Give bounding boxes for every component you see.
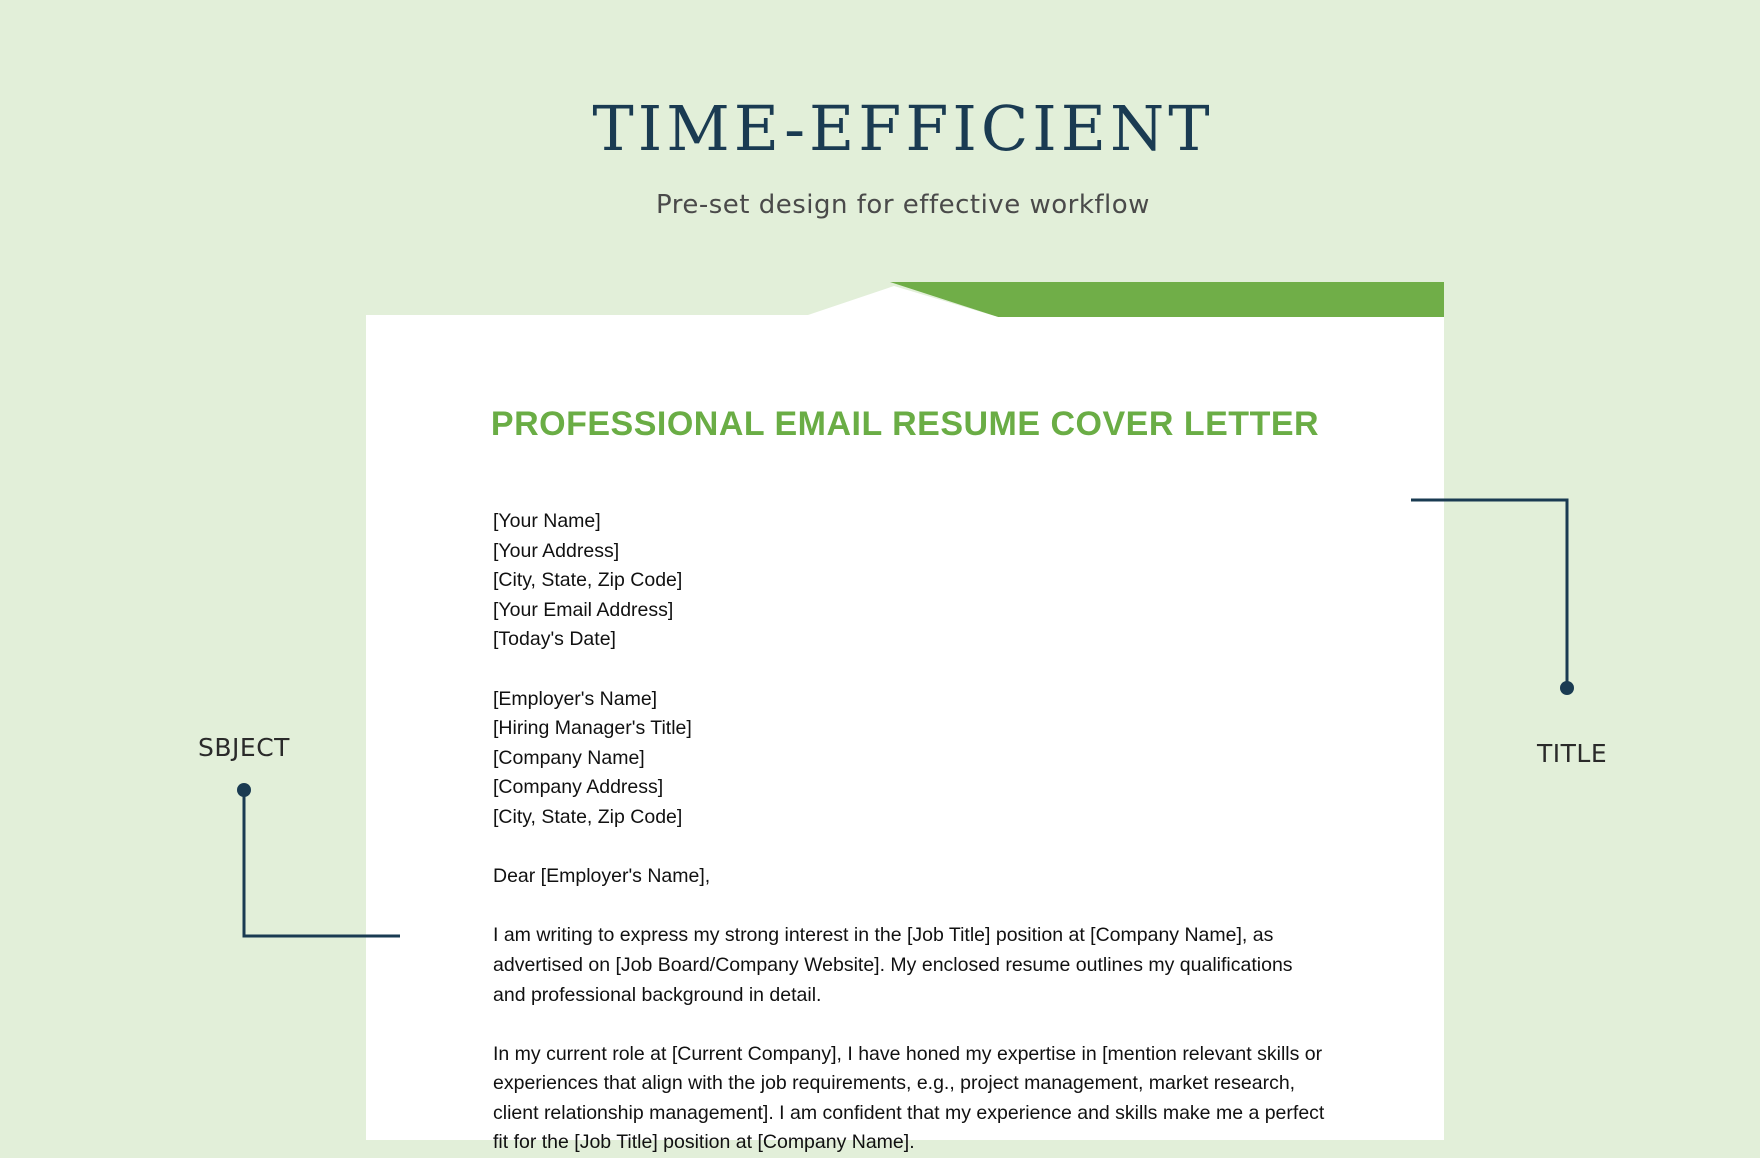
- subject-connector-line: [244, 790, 400, 936]
- hero-title: TIME-EFFICIENT: [592, 92, 1214, 165]
- document-title: PROFESSIONAL EMAIL RESUME COVER LETTER: [490, 405, 1320, 443]
- salutation: Dear [Employer's Name],: [493, 865, 711, 888]
- sender-email: [Your Email Address]: [493, 598, 674, 621]
- hero-subtitle: Pre-set design for effective workflow: [656, 190, 1150, 220]
- sender-address: [Your Address]: [493, 539, 620, 562]
- body-paragraph-2: In my current role at [Current Company], I have honed my expertise in [mention relevant skills or experiences that align with the job requirements, e.g., project management, market research, client relationship management]. I am confident that my experience and skills make me a perfect fit for the [Job Title] position at [Company Name].: [493, 1042, 1325, 1154]
- recipient-company: [Company Name]: [493, 746, 645, 769]
- letter-date: [Today's Date]: [493, 628, 616, 651]
- recipient-city-state-zip: [City, State, Zip Code]: [493, 805, 683, 828]
- title-connector: [1411, 500, 1574, 695]
- recipient-address: [Company Address]: [493, 776, 664, 799]
- body-paragraph-1: I am writing to express my strong interest in the [Job Title] position at [Company Name], as advertised on [Job Board/Company Website]. My enclosed resume outlines my qualifications and professional background in detail.: [493, 924, 1293, 1006]
- recipient-title: [Hiring Manager's Title]: [493, 717, 692, 740]
- subject-connector: [237, 783, 400, 936]
- sender-city-state-zip: [City, State, Zip Code]: [493, 569, 683, 592]
- sender-name: [Your Name]: [493, 510, 601, 532]
- annotation-label-subject: SBJECT: [198, 733, 290, 762]
- recipient-name: [Employer's Name]: [493, 687, 658, 710]
- title-connector-line: [1411, 500, 1567, 688]
- annotation-label-title: TITLE: [1537, 739, 1608, 768]
- title-connector-dot: [1560, 681, 1574, 695]
